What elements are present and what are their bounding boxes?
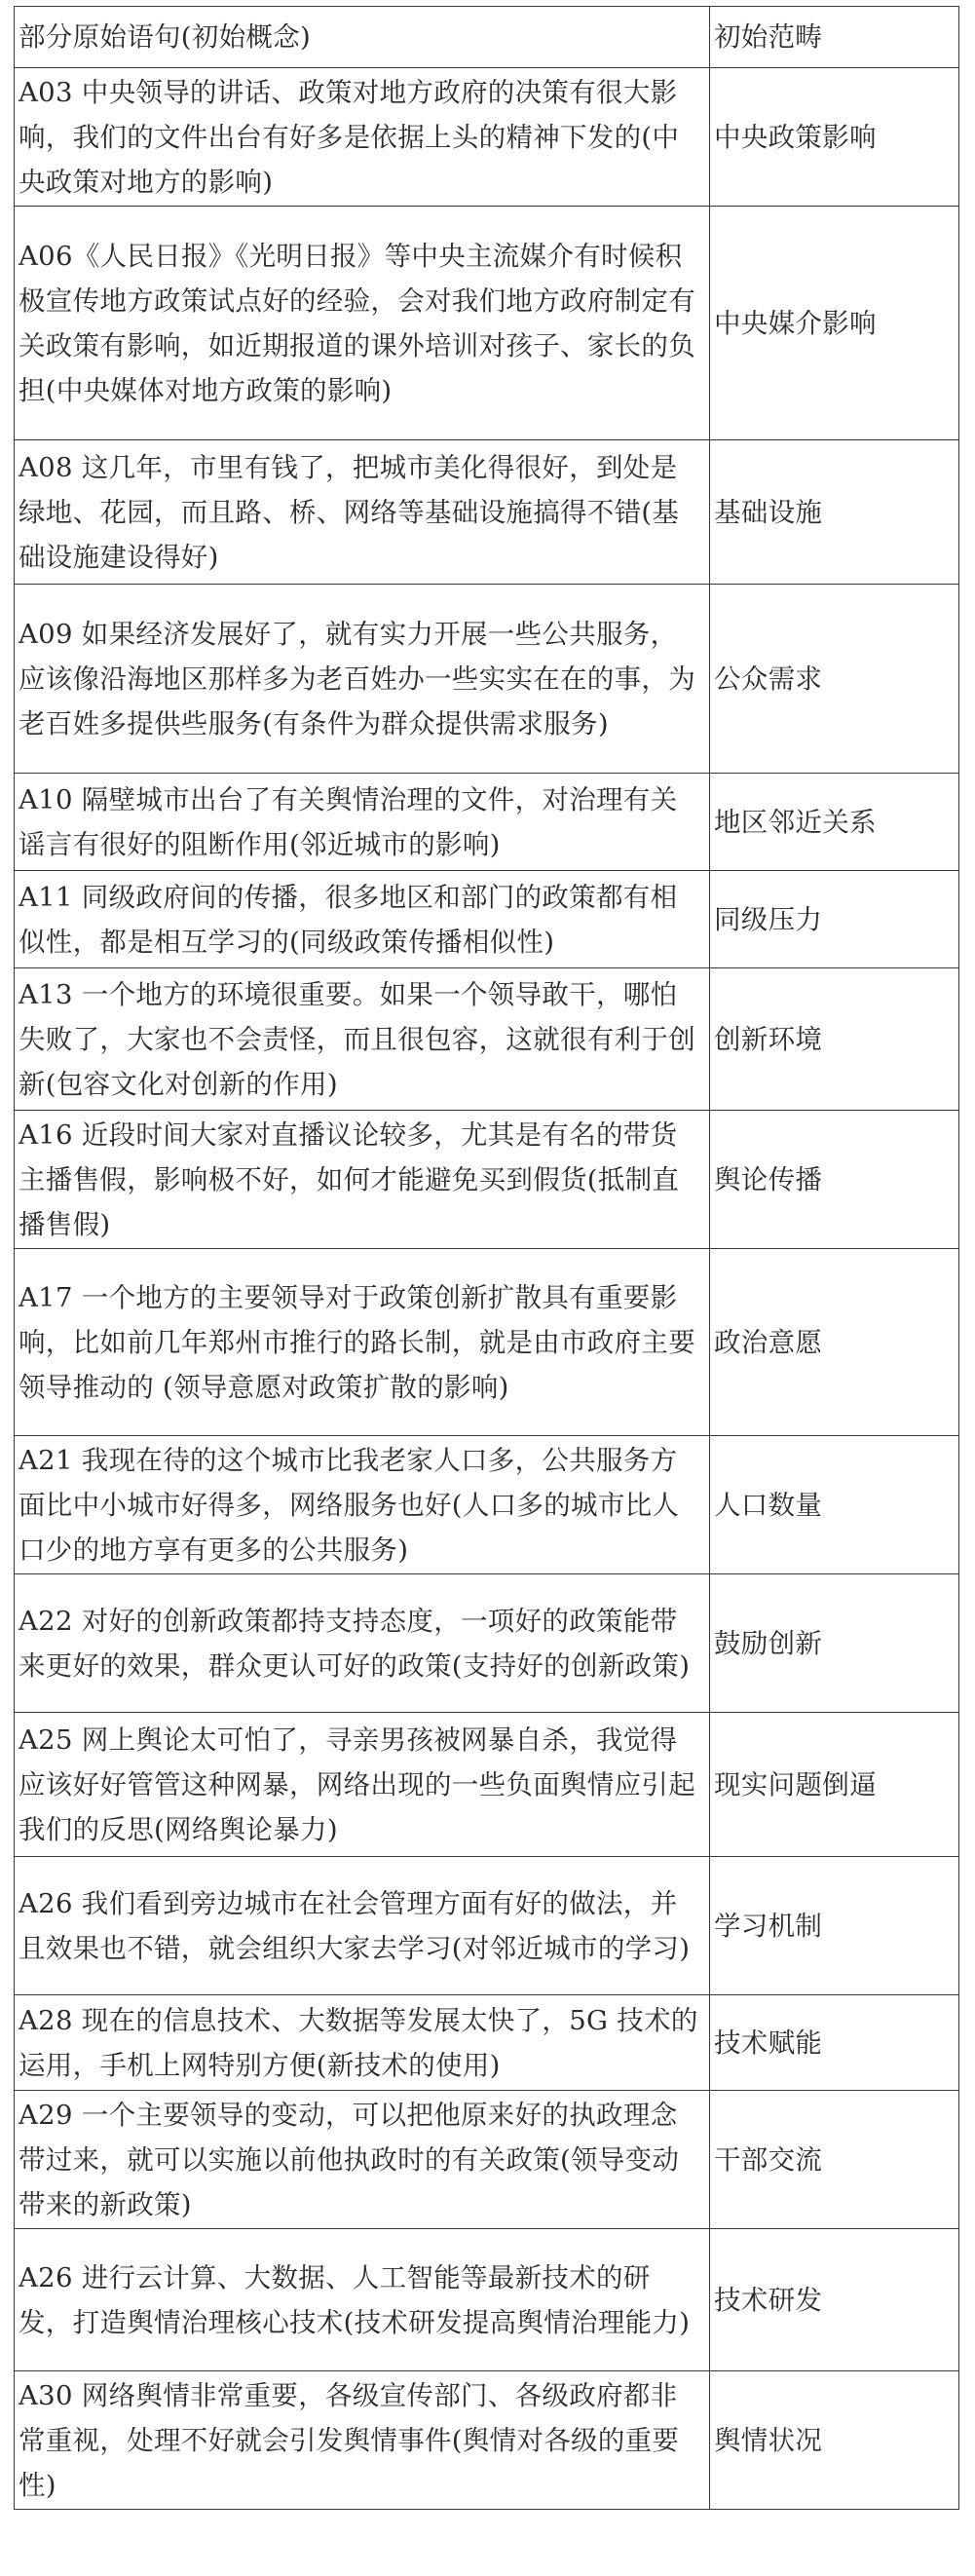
header-row (15, 7, 959, 68)
sentence-cell: A10 隔壁城市出台了有关舆情治理的文件，对治理有关谣言有很好的阻断作用(邻近城市的影响) (15, 774, 710, 871)
category-cell: 基础设施 (710, 440, 959, 585)
table-row (15, 585, 959, 774)
sentence-cell: A06《人民日报》《光明日报》等中央主流媒介有时候积极宣传地方政策试点好的经验，会对我们地方政府制定有关政策有影响，如近期报道的课外培训对孩子、家长的负担(中央媒体对地方政策的影响) (15, 207, 710, 440)
sentence-cell: A03 中央领导的讲话、政策对地方政府的决策有很大影响，我们的文件出台有好多是依据上头的精神下发的(中央政策对地方的影响) (15, 68, 710, 207)
sentence-cell: A13 一个地方的环境很重要。如果一个领导敢干，哪怕失败了，大家也不会责怪，而且很包容，这就很有利于创新(包容文化对创新的作用) (15, 968, 710, 1111)
header-category: 初始范畴 (710, 7, 959, 68)
sentence-cell: A21 我现在待的这个城市比我老家人口多，公共服务方面比中小城市好得多，网络服务也好(人口多的城市比人口少的地方享有更多的公共服务) (15, 1436, 710, 1574)
sentence-cell: A11 同级政府间的传播，很多地区和部门的政策都有相似性，都是相互学习的(同级政策传播相似性) (15, 871, 710, 968)
table-row (15, 1995, 959, 2091)
category-cell: 鼓励创新 (710, 1574, 959, 1713)
category-cell: 舆论传播 (710, 1111, 959, 1249)
table-row (15, 1574, 959, 1713)
category-cell: 舆情状况 (710, 2371, 959, 2510)
sentence-cell: A16 近段时间大家对直播议论较多，尤其是有名的带货主播售假，影响极不好，如何才能避免买到假货(抵制直播售假) (15, 1111, 710, 1249)
sentence-cell: A28 现在的信息技术、大数据等发展太快了，5G 技术的运用，手机上网特别方便(新技术的使用) (15, 1995, 710, 2091)
table-row (15, 2091, 959, 2229)
table-row (15, 968, 959, 1111)
sentence-cell: A26 进行云计算、大数据、人工智能等最新技术的研发，打造舆情治理核心技术(技术研发提高舆情治理能力) (15, 2229, 710, 2371)
category-cell: 中央媒介影响 (710, 207, 959, 440)
category-cell: 干部交流 (710, 2091, 959, 2229)
coding-table (14, 6, 959, 2510)
category-cell: 技术赋能 (710, 1995, 959, 2091)
category-cell: 创新环境 (710, 968, 959, 1111)
table-row (15, 1857, 959, 1995)
category-cell: 公众需求 (710, 585, 959, 774)
table-row (15, 1713, 959, 1857)
table-row (15, 774, 959, 871)
table-row (15, 2229, 959, 2371)
category-cell: 现实问题倒逼 (710, 1713, 959, 1857)
sentence-cell: A29 一个主要领导的变动，可以把他原来好的执政理念带过来，就可以实施以前他执政时的有关政策(领导变动带来的新政策) (15, 2091, 710, 2229)
sentence-cell: A17 一个地方的主要领导对于政策创新扩散具有重要影响，比如前几年郑州市推行的路长制，就是由市政府主要领导推动的 (领导意愿对政策扩散的影响) (15, 1249, 710, 1436)
sentence-cell: A26 我们看到旁边城市在社会管理方面有好的做法，并且效果也不错，就会组织大家去学习(对邻近城市的学习) (15, 1857, 710, 1995)
category-cell: 中央政策影响 (710, 68, 959, 207)
sentence-cell: A08 这几年，市里有钱了，把城市美化得很好，到处是绿地、花园，而且路、桥、网络等基础设施搞得不错(基础设施建设得好) (15, 440, 710, 585)
sentence-cell: A22 对好的创新政策都持支持态度，一项好的政策能带来更好的效果，群众更认可好的政策(支持好的创新政策) (15, 1574, 710, 1713)
table-row (15, 440, 959, 585)
category-cell: 技术研发 (710, 2229, 959, 2371)
category-cell: 同级压力 (710, 871, 959, 968)
category-cell: 政治意愿 (710, 1249, 959, 1436)
header-sentence: 部分原始语句(初始概念) (15, 7, 710, 68)
category-cell: 地区邻近关系 (710, 774, 959, 871)
table-row (15, 2371, 959, 2510)
table-row (15, 1111, 959, 1249)
sentence-cell: A09 如果经济发展好了，就有实力开展一些公共服务，应该像沿海地区那样多为老百姓办一些实实在在的事，为老百姓多提供些服务(有条件为群众提供需求服务) (15, 585, 710, 774)
category-cell: 人口数量 (710, 1436, 959, 1574)
sentence-cell: A30 网络舆情非常重要，各级宣传部门、各级政府都非常重视，处理不好就会引发舆情事件(舆情对各级的重要性) (15, 2371, 710, 2510)
table-row (15, 207, 959, 440)
table-row (15, 1436, 959, 1574)
sentence-cell: A25 网上舆论太可怕了，寻亲男孩被网暴自杀，我觉得应该好好管管这种网暴，网络出现的一些负面舆情应引起我们的反思(网络舆论暴力) (15, 1713, 710, 1857)
table-row (15, 68, 959, 207)
table-row (15, 1249, 959, 1436)
table-row (15, 871, 959, 968)
category-cell: 学习机制 (710, 1857, 959, 1995)
